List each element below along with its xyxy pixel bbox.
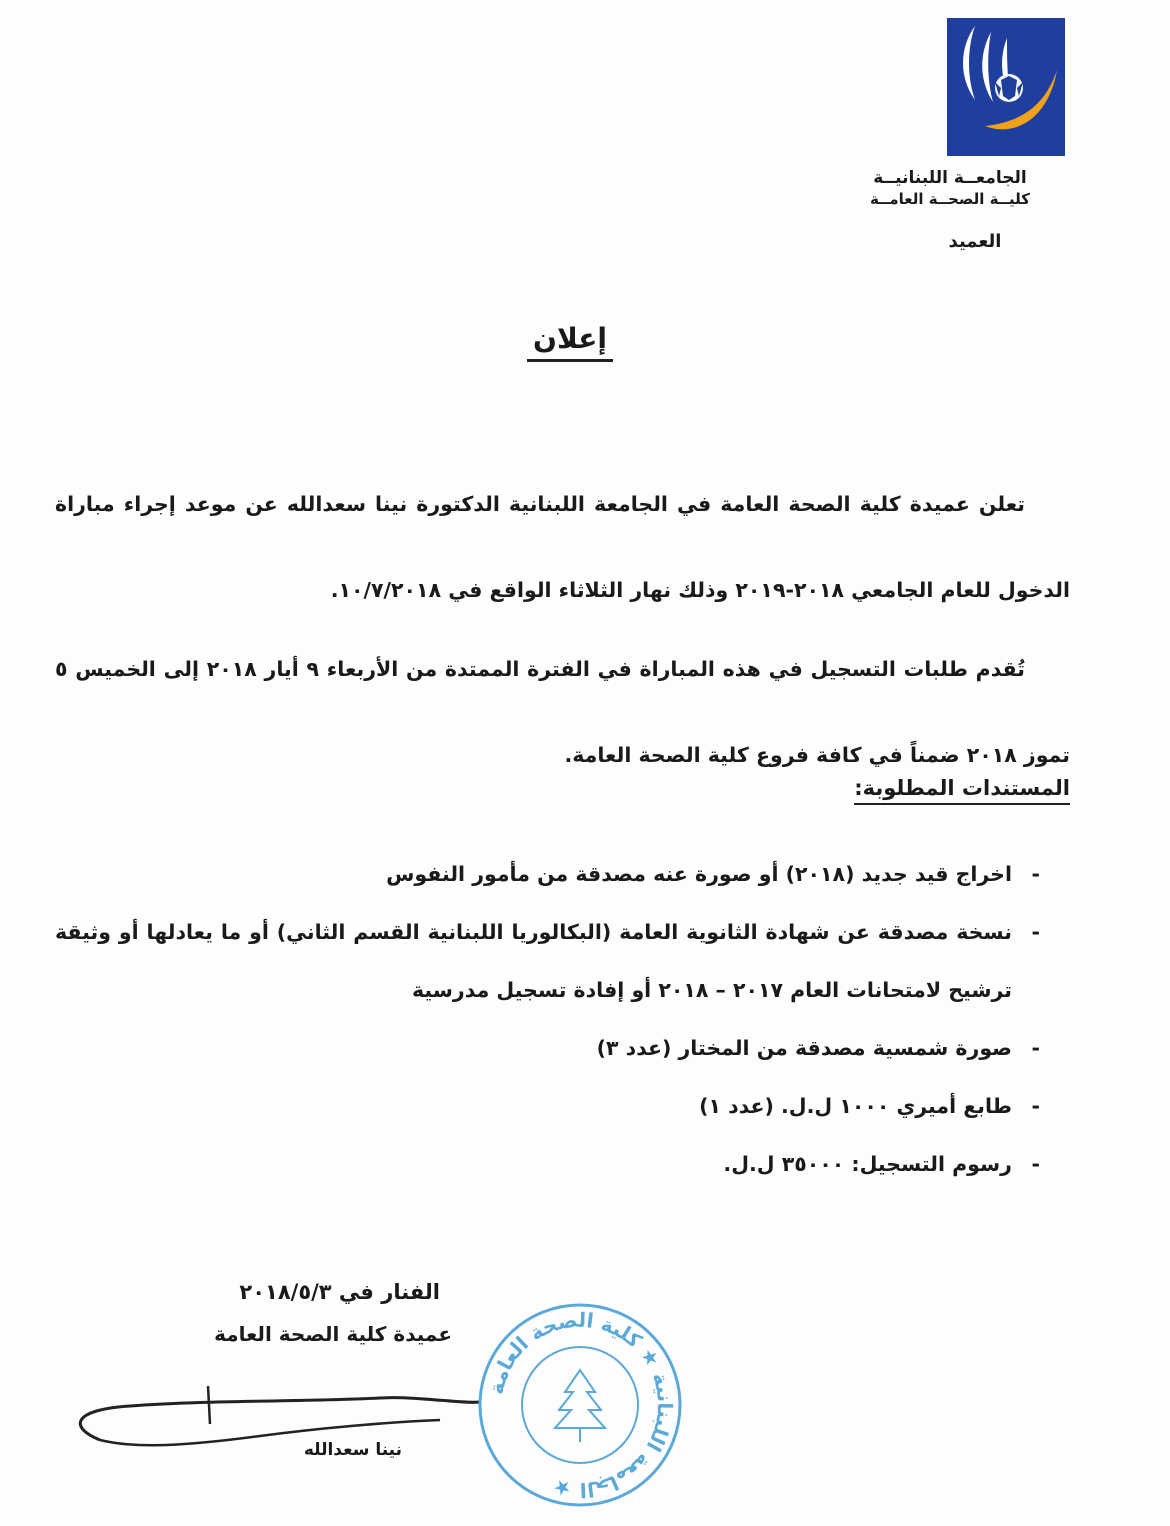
university-name: الجامعــة اللبنانيــة xyxy=(873,168,1027,188)
lebanese-university-logo xyxy=(945,18,1067,158)
office-label: العميد xyxy=(948,231,1002,252)
list-item: - صورة شمسية مصدقة من المختار (عدد ٣) xyxy=(55,1019,1070,1077)
signer-title: عميدة كلية الصحة العامة xyxy=(214,1322,452,1346)
faculty-name: كليــة الصحــة العامــة xyxy=(870,190,1030,208)
signer-name: نينا سعدالله xyxy=(303,1440,402,1460)
paragraph-registration-period: تُقدم طلبات التسجيل في هذه المباراة في الفترة الممتدة من الأربعاء ٩ أيار ٢٠١٨ إلى الخميس ٥ تموز ٢٠١٨ ضمناً في كافة فروع كلية الصحة العامة. xyxy=(55,656,1070,767)
paragraph-exam-date: تعلن عميدة كلية الصحة العامة في الجامعة اللبنانية الدكتورة نينا سعدالله عن موعد إجراء مباراة الدخول للعام الجامعي ٢٠١٨-٢٠١٩ وذلك نهار الثلاثاء الواقع في ١٠/٧/٢٠١٨. xyxy=(55,491,1070,602)
handwritten-signature xyxy=(60,1380,490,1470)
documents-list xyxy=(55,845,1070,1193)
list-item: - رسوم التسجيل: ٣٥٠٠٠ ل.ل. xyxy=(55,1135,1070,1193)
documents-heading xyxy=(854,776,1070,800)
list-item: - طابع أميري ١٠٠٠ ل.ل. (عدد ١) xyxy=(55,1077,1070,1135)
list-item: - اخراج قيد جديد (٢٠١٨) أو صورة عنه مصدقة من مأمور النفوس xyxy=(55,845,1070,903)
cedar-tree-icon xyxy=(555,1370,605,1442)
list-item: - نسخة مصدقة عن شهادة الثانوية العامة (البكالوريا اللبنانية القسم الثاني) أو ما يعادلها أو وثيقة ترشيح لامتحانات العام ٢٠١٧ – ٢٠١٨ أو إفادة تسجيل مدرسية xyxy=(55,903,1070,1019)
seal-text: الجامعة اللبنانية ★ كلية الصحة العامة ★ xyxy=(483,1307,678,1503)
documents-heading-text: المستندات المطلوبة: xyxy=(854,776,1070,805)
university-seal-stamp xyxy=(475,1300,685,1510)
announcement-title-text: إعلان xyxy=(527,322,613,362)
place-date: الفنار في ٢٠١٨/٥/٣ xyxy=(239,1280,440,1304)
announcement-title xyxy=(450,322,690,355)
